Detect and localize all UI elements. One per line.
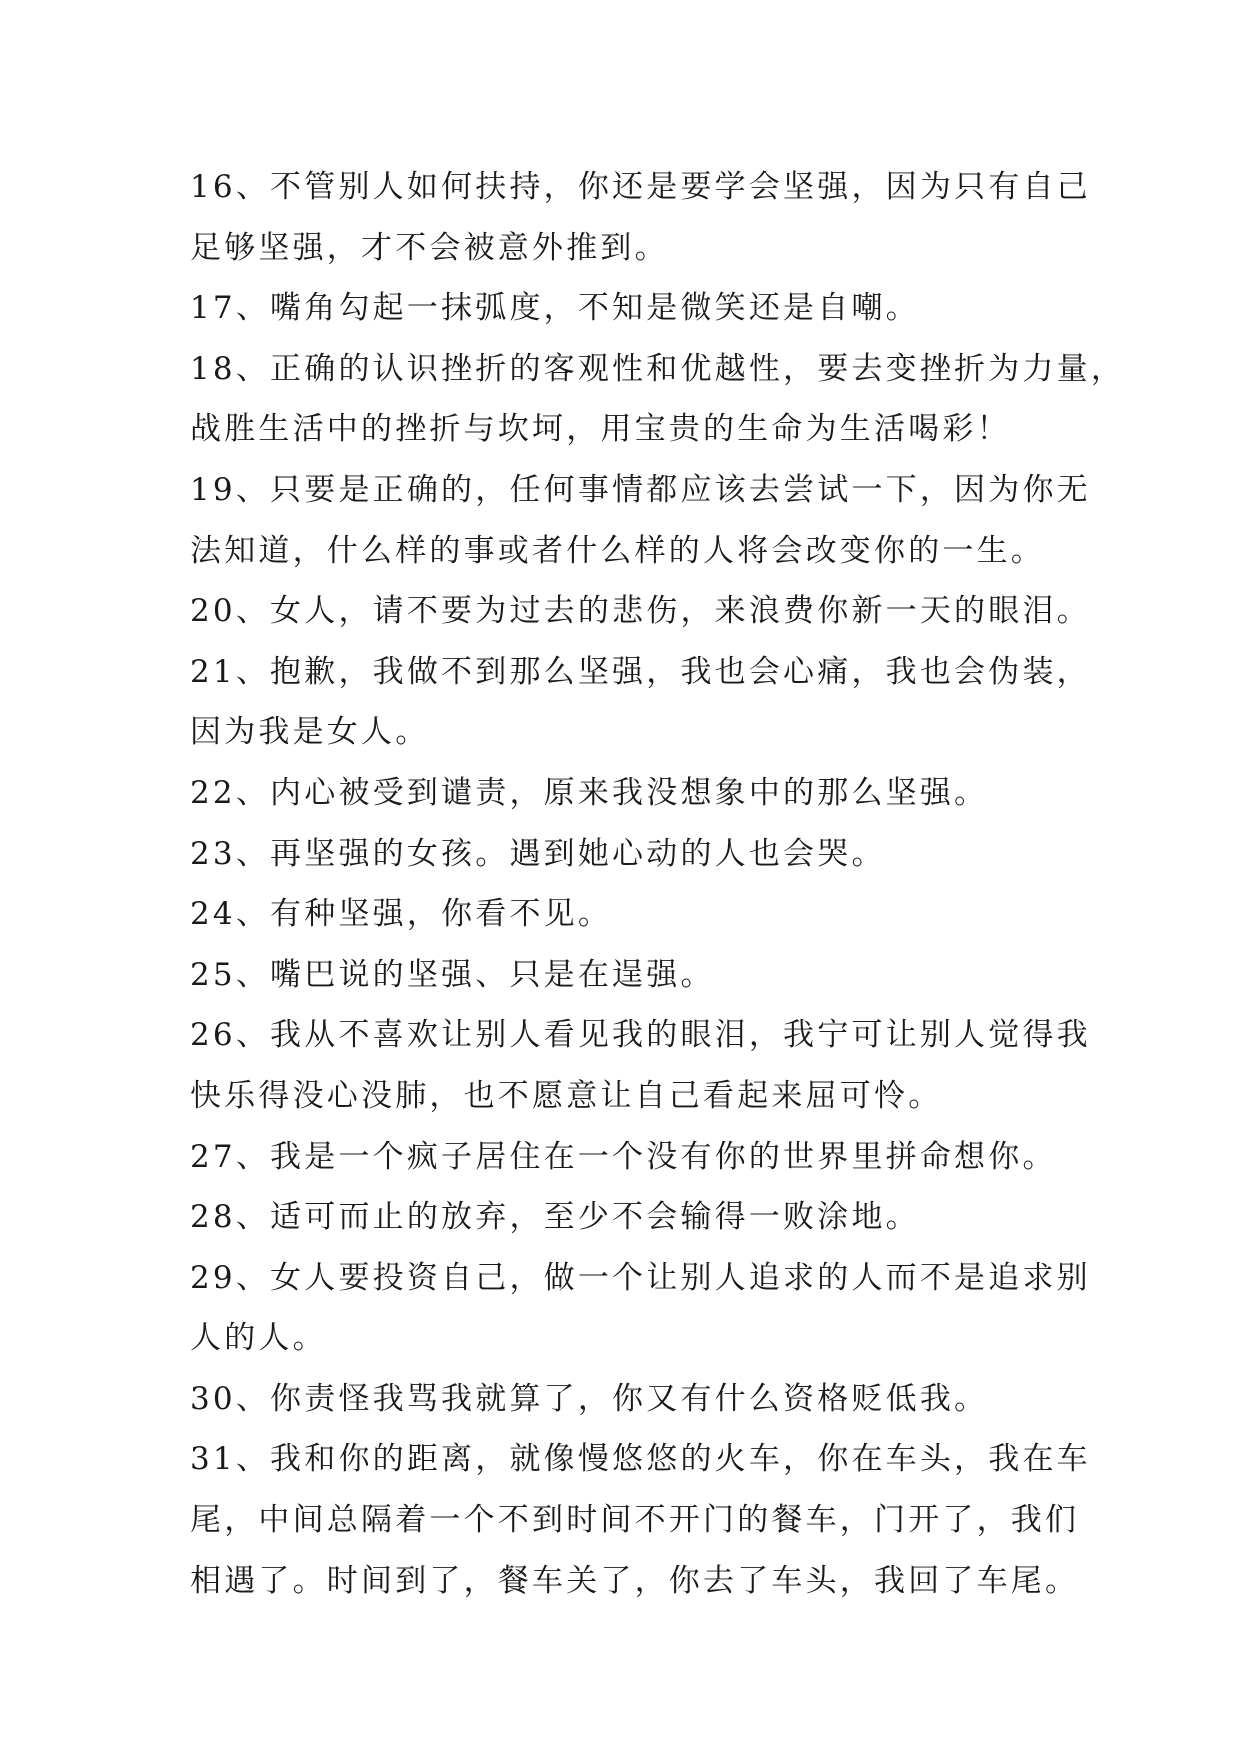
- text-line: 22、内心被受到谴责，原来我没想象中的那么坚强。: [190, 774, 989, 811]
- text-line: 24、有种坚强，你看不见。: [190, 896, 613, 933]
- text-line: 17、嘴角勾起一抹弧度，不知是微笑还是自嘲。: [190, 290, 920, 327]
- text-line: 21、抱歉，我做不到那么坚强，我也会心痛，我也会伪装，: [190, 653, 1091, 690]
- text-line: 20、女人，请不要为过去的悲伤，来浪费你新一天的眼泪。: [190, 593, 1091, 630]
- text-line: 战胜生活中的挫折与坎坷，用宝贵的生命为生活喝彩！: [190, 411, 1011, 448]
- text-line: 尾，中间总隔着一个不到时间不开门的餐车，门开了，我们: [190, 1502, 1080, 1539]
- text-line: 相遇了。时间到了，餐车关了，你去了车头，我回了车尾。: [190, 1562, 1080, 1599]
- text-line: 19、只要是正确的，任何事情都应该去尝试一下，因为你无: [190, 471, 1091, 508]
- text-line: 23、再坚强的女孩。遇到她心动的人也会哭。: [190, 835, 886, 872]
- text-line: 足够坚强，才不会被意外推到。: [190, 229, 669, 266]
- text-line: 29、女人要投资自己，做一个让别人追求的人而不是追求别: [190, 1259, 1091, 1296]
- text-line: 27、我是一个疯子居住在一个没有你的世界里拼命想你。: [190, 1138, 1057, 1175]
- text-line: 快乐得没心没肺，也不愿意让自己看起来屈可怜。: [190, 1077, 943, 1114]
- text-line: 因为我是女人。: [190, 714, 430, 751]
- text-line: 28、适可而止的放弃，至少不会输得一败涂地。: [190, 1199, 920, 1236]
- text-line: 31、我和你的距离，就像慢悠悠的火车，你在车头，我在车: [190, 1441, 1091, 1478]
- text-line: 25、嘴巴说的坚强、只是在逞强。: [190, 956, 715, 993]
- text-line: 18、正确的认识挫折的客观性和优越性，要去变挫折为力量，: [190, 350, 1126, 387]
- text-line: 26、我从不喜欢让别人看见我的眼泪，我宁可让别人觉得我: [190, 1017, 1091, 1054]
- text-line: 法知道，什么样的事或者什么样的人将会改变你的一生。: [190, 532, 1045, 569]
- text-line: 人的人。: [190, 1320, 327, 1357]
- text-line: 16、不管别人如何扶持，你还是要学会坚强，因为只有自己: [190, 169, 1091, 205]
- document-body: [190, 157, 1126, 1611]
- text-line: 30、你责怪我骂我就算了，你又有什么资格贬低我。: [190, 1380, 989, 1417]
